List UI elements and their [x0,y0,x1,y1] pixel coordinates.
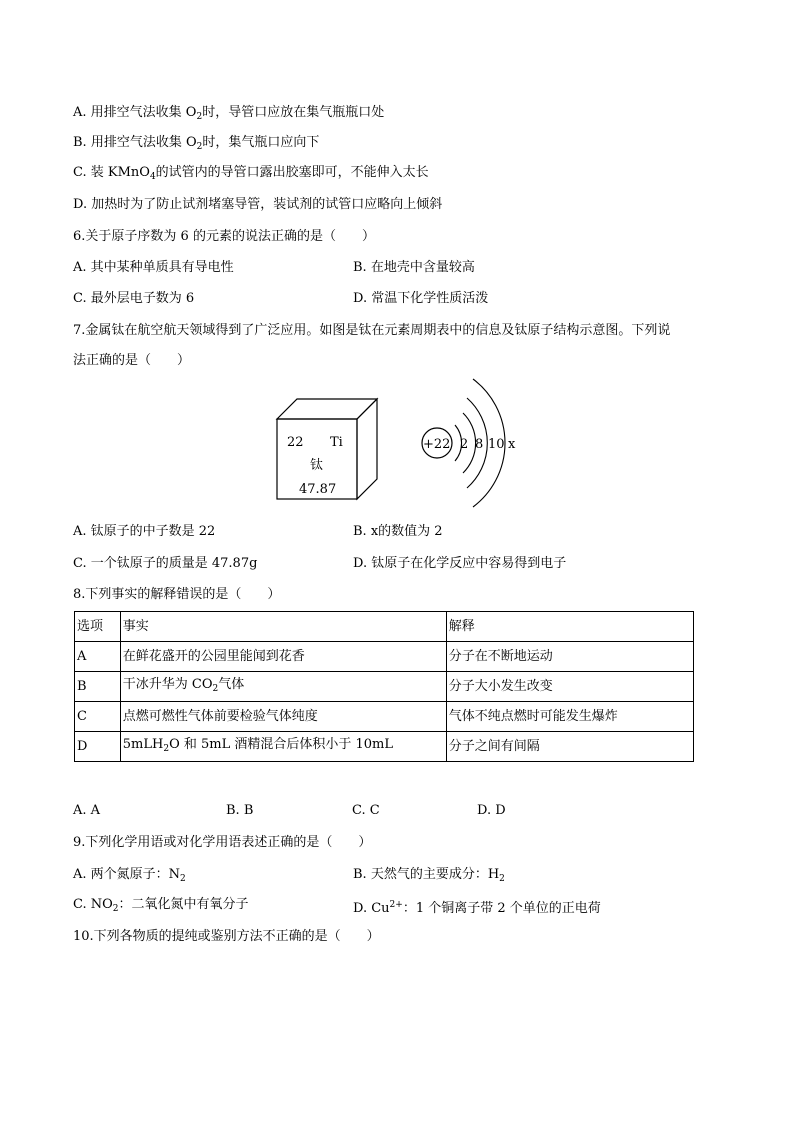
table-row [75,642,694,672]
q9-option-a: A. 两个氮原子：$N_2$ [73,867,186,884]
table-row [75,702,694,732]
q7-option-b: B. x的数值为 2 [353,524,443,539]
q8-option-a: A. A [73,803,101,818]
element-name: 钛 [310,458,324,473]
periodic-table-cell-figure [275,397,385,503]
row-explanation: 气体不纯点燃时可能发生爆炸 [446,702,693,732]
shell-2-electrons: 8 [475,437,484,452]
q7-option-d: D. 钛原子在化学反应中容易得到电子 [353,556,567,571]
q10-stem: 10.下列各物质的提纯或鉴别方法不正确的是（ ） [73,929,380,944]
q5-option-d: D. 加热时为了防止试剂堵塞导管，装试剂的试管口应略向上倾斜 [73,197,443,212]
header-fact: 事实 [120,612,446,642]
table-row [75,732,694,762]
atom-structure-diagram [415,373,545,513]
q7-stem-line1: 7.金属钛在航空航天领域得到了广泛应用。如图是钛在元素周期表中的信息及钛原子结构示意图。下列说 [73,323,671,338]
row-fact: 5mLH$_2$O 和 5mL 酒精混合后体积小于 10mL [120,732,446,762]
row-fact: 点燃可燃性气体前要检验气体纯度 [120,702,446,732]
element-number: 22 [287,435,304,450]
row-option: D [75,732,121,762]
q7-option-c: C. 一个钛原子的质量是 47.87g [73,556,258,571]
header-explanation: 解释 [446,612,693,642]
q5-option-a: A. 用排空气法收集 $O_2$时，导管口应放在集气瓶瓶口处 [73,105,385,122]
q7-option-a: A. 钛原子的中子数是 22 [73,524,216,539]
row-explanation: 分子大小发生改变 [446,672,693,702]
q8-option-d: D. D [477,803,506,818]
shell-4-electrons: x [508,437,516,452]
q6-option-c: C. 最外层电子数为 6 [73,291,195,306]
row-option: A [75,642,121,672]
q6-option-b: B. 在地壳中含量较高 [353,260,475,275]
q8-option-c: C. C [352,803,380,818]
q7-stem-line2: 法正确的是（ ） [73,353,191,368]
q5-option-b: B. 用排空气法收集 $O_2$时，集气瓶口应向下 [73,135,320,152]
row-fact: 在鲜花盛开的公园里能闻到花香 [120,642,446,672]
nucleus-charge: +22 [423,437,451,452]
shell-3-electrons: 10 [488,437,505,452]
row-option: C [75,702,121,732]
row-explanation: 分子之间有间隔 [446,732,693,762]
row-explanation: 分子在不断地运动 [446,642,693,672]
q9-option-b: B. 天然气的主要成分：$H_2$ [353,867,505,884]
element-mass: 47.87 [299,482,337,497]
shell-1-electrons: 2 [460,437,469,452]
q5-option-c: C. 装 KMnO$_4$的试管内的导管口露出胶塞即可，不能伸入太长 [73,165,429,182]
element-symbol: Ti [330,435,343,450]
q9-option-c: C. $NO_2$：二氧化氮中有氧分子 [73,897,249,914]
row-fact: 干冰升华为 $CO_2$气体 [120,672,446,702]
row-option: B [75,672,121,702]
q6-option-d: D. 常温下化学性质活泼 [353,291,489,306]
table-header-row [75,612,694,642]
table-row [75,672,694,702]
q8-option-b: B. B [226,803,254,818]
header-option: 选项 [75,612,121,642]
q6-option-a: A. 其中某种单质具有导电性 [73,260,234,275]
q6-stem: 6.关于原子序数为 6 的元素的说法正确的是（ ） [73,229,375,244]
q9-stem: 9.下列化学用语或对化学用语表述正确的是（ ） [73,835,372,850]
q8-stem: 8.下列事实的解释错误的是（ ） [73,587,281,602]
q9-option-d: D. $Cu^{2+}$：1 个铜离子带 2 个单位的正电荷 [353,900,601,916]
facts-table [74,611,694,762]
